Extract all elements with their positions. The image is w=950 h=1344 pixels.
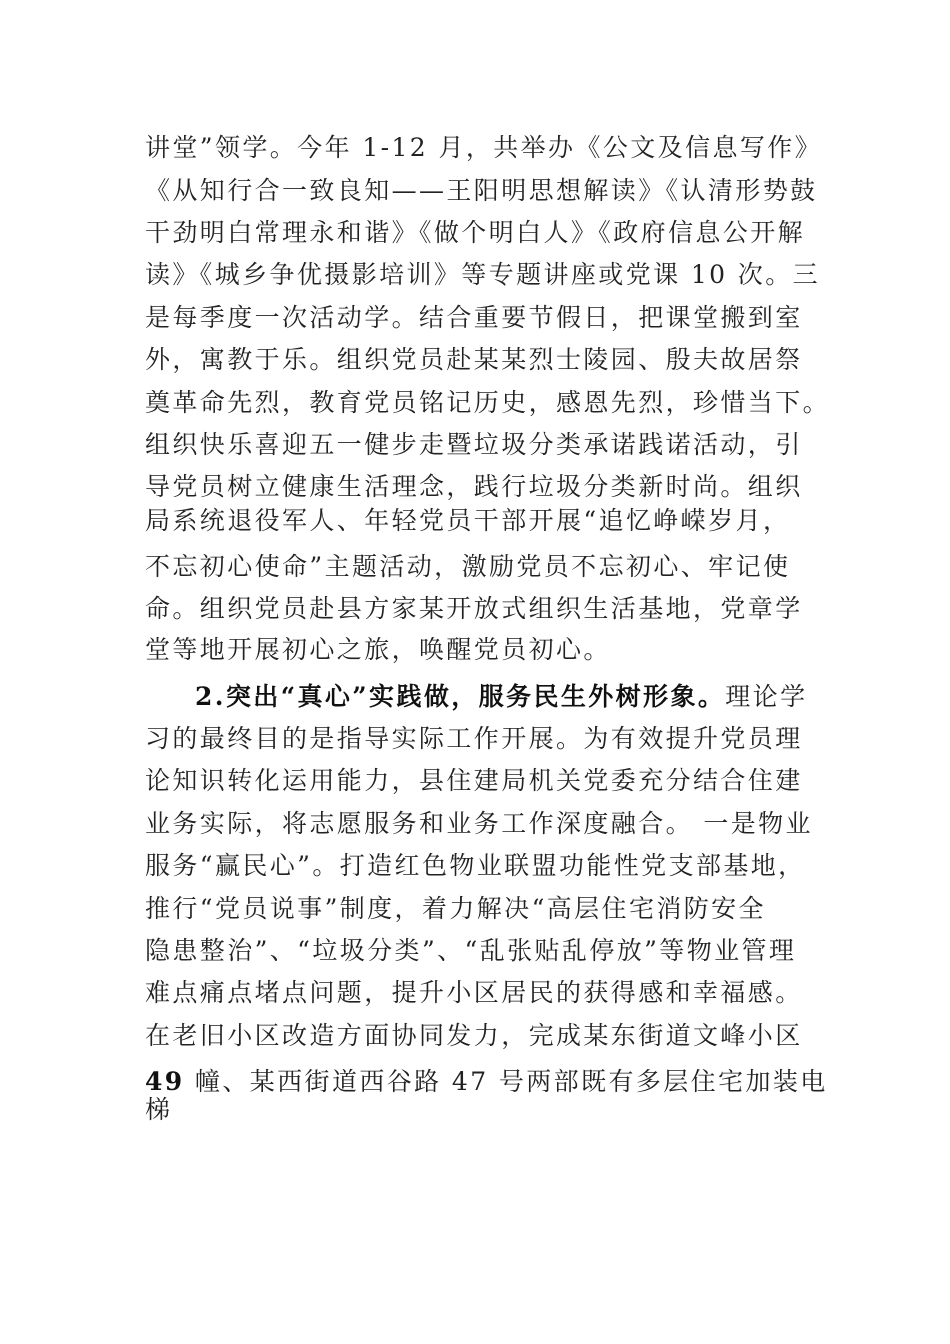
paragraph1-line-9: 导党员树立健康生活理念，践行垃圾分类新时尚。组织: [145, 472, 803, 501]
paragraph1-line-4: 读》《城乡争优摄影培训》等专题讲座或党课 10 次。三: [145, 260, 821, 289]
paragraph1-line-11: 不忘初心使命”主题活动，激励党员不忘初心、牢记使: [145, 552, 791, 581]
paragraph2-final-line: 梯: [145, 1095, 173, 1124]
paragraph2-line-7: 隐患整治”、“垃圾分类”、“乱张贴乱停放”等物业管理: [145, 936, 797, 965]
paragraph2-first-line-rest: 理论学: [725, 682, 808, 711]
paragraph2-first-line: [195, 680, 807, 714]
paragraph1-line-5: 是每季度一次活动学。结合重要节假日，把课堂搬到室: [145, 303, 803, 332]
paragraph1-line-6: 外，寓教于乐。组织党员赴某某烈士陵园、殷夫故居祭: [145, 345, 803, 374]
paragraph2-line-3: 论知识转化运用能力，县住建局机关党委充分结合住建: [145, 766, 803, 795]
paragraph1-line-7: 奠革命先烈，教育党员铭记历史，感恩先烈，珍惜当下。: [145, 388, 831, 417]
paragraph1-line-13: 堂等地开展初心之旅，唤醒党员初心。: [145, 635, 611, 664]
paragraph2-line-10: [145, 1065, 828, 1099]
paragraph2-line-4: 业务实际，将志愿服务和业务工作深度融合。 一是物业: [145, 809, 813, 838]
paragraph1-line-10: 局系统退役军人、年轻党员干部开展“追忆峥嵘岁月，: [145, 506, 791, 535]
building-number: 49: [145, 1067, 185, 1096]
paragraph2-line-6: 推行“党员说事”制度，着力解决“高层住宅消防安全: [145, 894, 766, 923]
paragraph1-line-12: 命。组织党员赴县方家某开放式组织生活基地，党章学: [145, 594, 803, 623]
paragraph2-line-5: 服务“赢民心”。打造红色物业联盟功能性党支部基地，: [145, 851, 806, 880]
paragraph2-line-9: 在老旧小区改造方面协同发力，完成某东街道文峰小区: [145, 1021, 803, 1050]
paragraph1-line-1: 讲堂”领学。今年 1-12 月，共举办《公文及信息写作》: [145, 133, 823, 162]
paragraph1-line-8: 组织快乐喜迎五一健步走暨垃圾分类承诺践诺活动，引: [145, 430, 803, 459]
paragraph2-line-2: 习的最终目的是指导实际工作开展。为有效提升党员理: [145, 724, 803, 753]
paragraph2-heading: 2.突出“真心”实践做，服务民生外树形象。: [195, 682, 726, 711]
paragraph1-line-2: 《从知行合一致良知——王阳明思想解读》《认清形势鼓: [145, 176, 818, 205]
paragraph2-line-10-text: 幢、某西街道西谷路 47 号两部既有多层住宅加装电: [184, 1067, 828, 1096]
paragraph1-line-3: 干劲明白常理永和谐》《做个明白人》《政府信息公开解: [145, 218, 806, 247]
paragraph2-line-8: 难点痛点堵点问题，提升小区居民的获得感和幸福感。: [145, 978, 803, 1007]
